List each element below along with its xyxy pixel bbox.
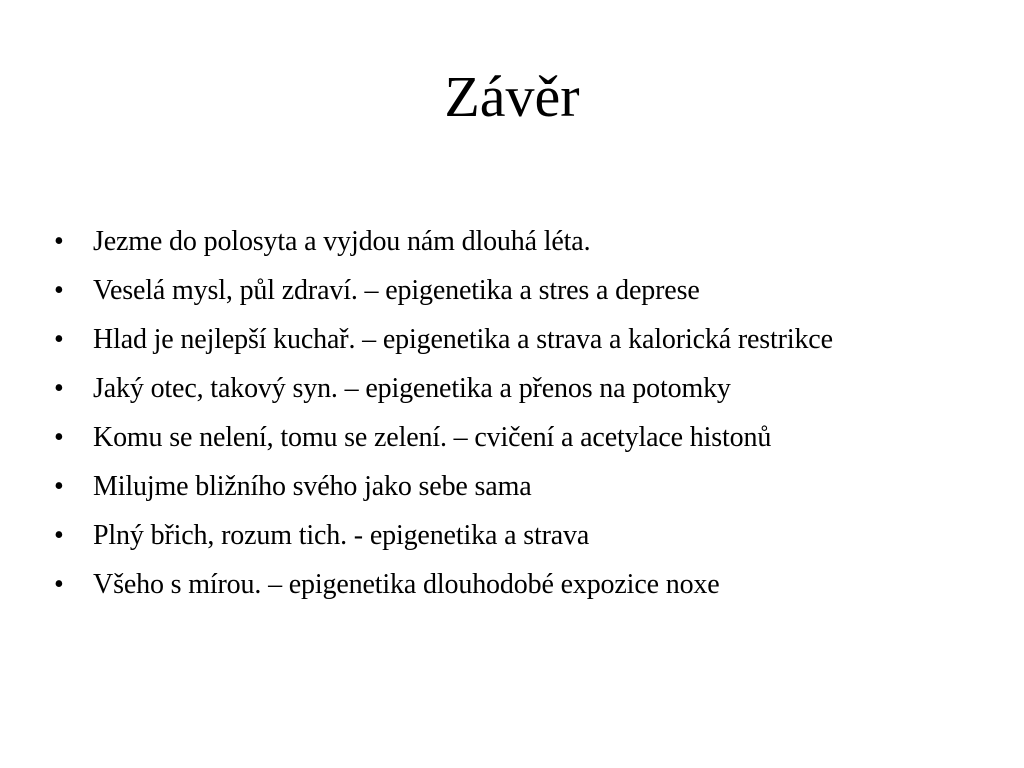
bullet-text: Komu se nelení, tomu se zelení. – cvičení a acetylace histonů [93,422,772,453]
bullet-text: Jezme do polosyta a vyjdou nám dlouhá léta. [93,226,591,257]
bullet-list [0,220,1024,612]
bullet-icon: • [54,275,64,306]
bullet-item [0,367,1024,416]
bullet-text: Jaký otec, takový syn. – epigenetika a přenos na potomky [93,373,731,404]
slide-title: Závěr [444,64,580,129]
bullet-text: Veselá mysl, půl zdraví. – epigenetika a stres a deprese [93,275,700,306]
bullet-text: Hlad je nejlepší kuchař. – epigenetika a strava a kalorická restrikce [93,324,833,355]
bullet-item [0,514,1024,563]
bullet-icon: • [54,373,64,404]
bullet-item [0,269,1024,318]
bullet-text: Všeho s mírou. – epigenetika dlouhodobé expozice noxe [93,569,720,600]
bullet-item [0,465,1024,514]
bullet-icon: • [54,226,64,257]
bullet-item [0,416,1024,465]
bullet-icon: • [54,471,64,502]
bullet-text: Milujme bližního svého jako sebe sama [93,471,532,502]
bullet-icon: • [54,520,64,551]
bullet-item [0,220,1024,269]
bullet-text: Plný břich, rozum tich. - epigenetika a strava [93,520,590,551]
bullet-icon: • [54,569,64,600]
bullet-icon: • [54,324,64,355]
bullet-icon: • [54,422,64,453]
bullet-item [0,563,1024,612]
bullet-item [0,318,1024,367]
